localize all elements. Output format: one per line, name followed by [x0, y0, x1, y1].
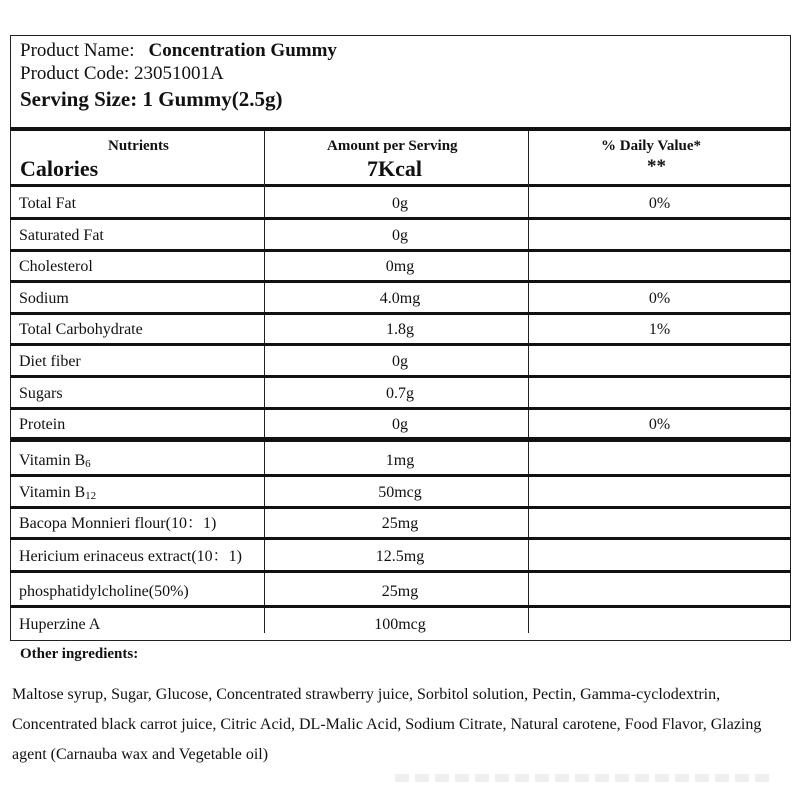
nutrient-amount: 0.7g	[386, 384, 414, 402]
active-name	[19, 609, 100, 640]
table-row	[10, 283, 791, 314]
active-name-text: Vitamin B	[19, 484, 86, 501]
active-name-text: Hericium erinaceus extract(10：1)	[19, 548, 243, 565]
active-name	[19, 445, 91, 476]
watermark-strip	[395, 774, 775, 782]
nutrient-name: Sodium	[19, 289, 69, 307]
active-name-text: phosphatidylcholine(50%)	[19, 583, 189, 600]
active-name	[19, 576, 189, 607]
active-name	[19, 508, 216, 539]
active-name-text: Bacopa Monnieri flour(10：1)	[19, 515, 217, 532]
active-name	[19, 477, 96, 508]
nutrient-name: Diet fiber	[19, 353, 81, 370]
nutrient-dv: 0%	[648, 195, 671, 212]
calories-dv: **	[647, 156, 666, 177]
calories-divider	[10, 184, 791, 187]
nutrient-dv	[530, 251, 789, 282]
table-row	[10, 576, 791, 607]
table-row	[10, 445, 791, 476]
active-amount: 1mg	[385, 452, 415, 469]
product-name: Concentration Gummy	[148, 40, 337, 61]
nutrient-name: Total Fat	[19, 195, 77, 212]
nutrient-dv	[530, 378, 789, 409]
product-name-label: Product Name:	[20, 40, 135, 61]
row-divider	[10, 605, 791, 608]
nutrient-amount: 0mg	[385, 258, 415, 276]
nutrient-dv	[530, 220, 789, 251]
active-amount: 25mg	[381, 583, 419, 600]
product-name-line	[20, 40, 337, 62]
nutrient-dv	[530, 346, 789, 377]
col-daily-value: % Daily Value*	[601, 138, 702, 154]
table-row	[10, 609, 791, 640]
header-divider	[10, 127, 791, 131]
table-row	[10, 508, 791, 539]
row-divider	[10, 537, 791, 540]
nutrient-amount: 0g	[392, 226, 408, 244]
table-row	[10, 477, 791, 508]
row-divider	[10, 570, 791, 573]
actives-divider	[10, 437, 791, 442]
col-nutrients: Nutrients	[108, 138, 169, 154]
table-row	[10, 220, 791, 251]
table-row	[10, 251, 791, 282]
table-row	[10, 409, 791, 440]
product-code-line	[20, 63, 224, 85]
product-code: 23051001A	[134, 63, 224, 84]
col-amount: Amount per Serving	[327, 138, 458, 154]
nutrient-name: Sugars	[19, 384, 63, 402]
other-ingredients-title: Other ingredients:	[20, 646, 139, 662]
nutrient-name: Saturated Fat	[19, 226, 104, 244]
nutrient-amount: 0g	[392, 195, 408, 212]
active-amount: 12.5mg	[375, 548, 425, 565]
nutrient-amount: 4.0mg	[379, 289, 421, 307]
table-row	[10, 541, 791, 572]
table-row	[10, 188, 791, 219]
calories-amount: 7Kcal	[367, 156, 422, 181]
nutrient-dv: 0%	[648, 289, 671, 307]
active-amount: 100mcg	[374, 616, 426, 633]
nutrient-amount: 0g	[392, 416, 408, 434]
other-ingredients-text: Maltose syrup, Sugar, Glucose, Concentrated strawberry juice, Sorbitol solution, Pectin, Gamma-cyclodextrin, Concentrated black carrot juice, Citric Acid, DL-Malic Acid, Sodium Citrate, Natural carotene, Food Flavor, Glazing agent (Carnauba wax and Vegetable oil)	[12, 686, 762, 763]
nutrient-name: Cholesterol	[19, 258, 93, 276]
nutrient-dv: 0%	[648, 416, 671, 434]
table-row	[10, 346, 791, 377]
nutrient-name: Protein	[19, 416, 66, 434]
calories-label: Calories	[20, 156, 99, 181]
nutrient-amount: 1.8g	[386, 321, 414, 339]
table-row	[10, 378, 791, 409]
active-name-subscript: 12	[85, 490, 97, 502]
table-row	[10, 314, 791, 345]
active-amount: 50mcg	[378, 484, 422, 501]
serving-size: Serving Size: 1 Gummy(2.5g)	[20, 87, 283, 111]
product-code-label: Product Code:	[20, 63, 130, 84]
active-name	[19, 541, 242, 572]
active-name-text: Huperzine A	[19, 616, 101, 633]
active-name-subscript: 6	[85, 458, 91, 470]
nutrient-dv: 1%	[648, 321, 671, 339]
nutrient-name: Total Carbohydrate	[19, 321, 143, 339]
nutrient-amount: 0g	[392, 353, 408, 370]
active-name-text: Vitamin B	[19, 452, 86, 469]
active-amount: 25mg	[381, 515, 419, 532]
